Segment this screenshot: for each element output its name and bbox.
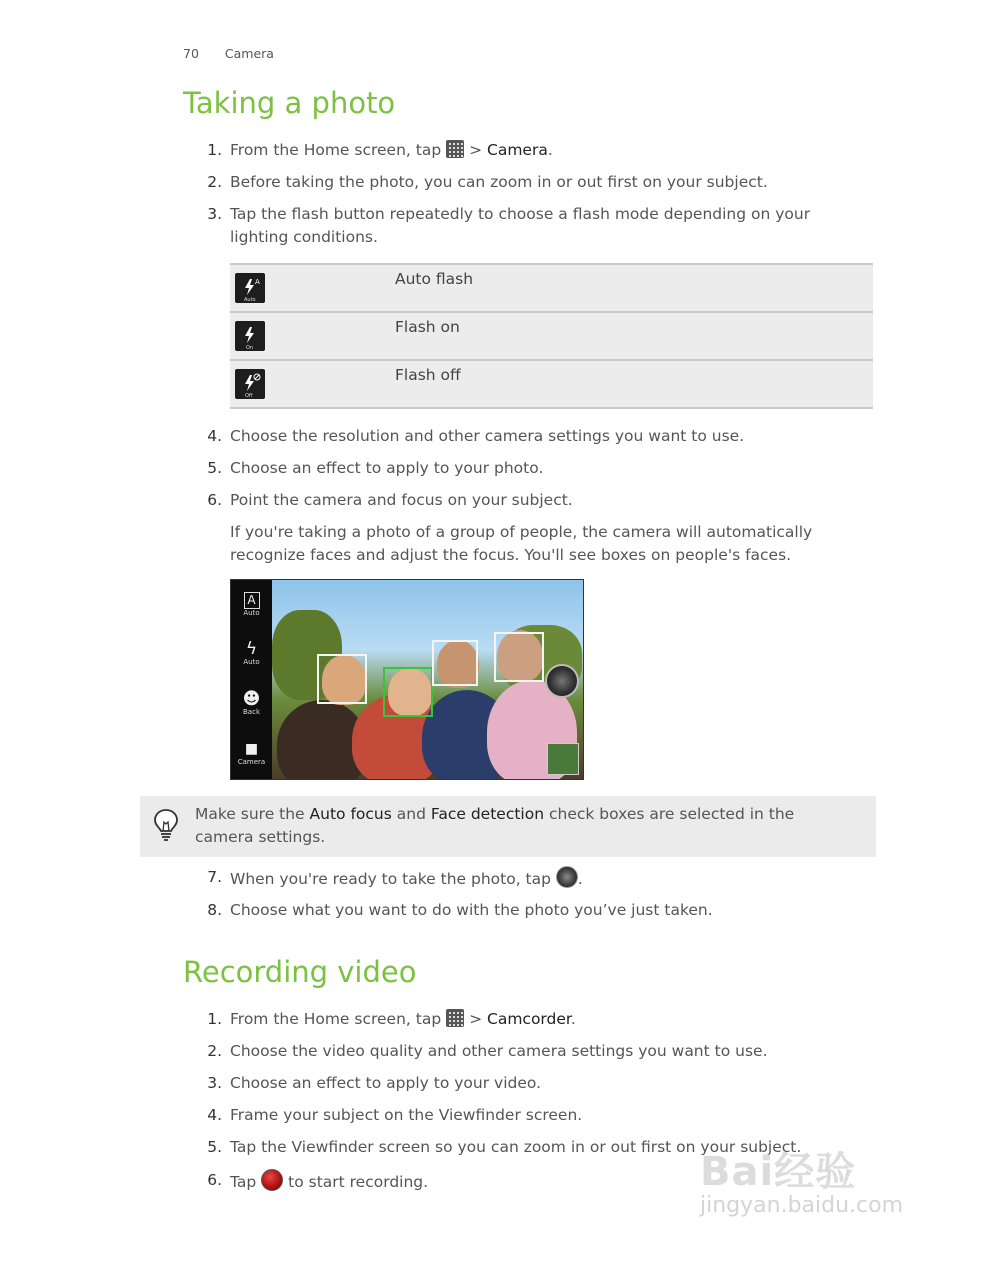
flash-label: Auto flash: [395, 270, 474, 288]
video-step-5: 5. Tap the Viewfinder screen so you can zoom in or out first on your subject.: [207, 1138, 802, 1156]
step-3: 3. Tap the flash button repeatedly to choose a flash mode depending on your lighting conditions.: [207, 205, 811, 246]
page-number: 70: [183, 46, 199, 61]
flash-auto-icon: [235, 273, 265, 303]
scene-mode-icon: A Auto: [243, 593, 260, 617]
viewfinder-sidebar: [231, 580, 272, 779]
face-box: [317, 654, 367, 704]
video-step-1: 1. From the Home screen, tap > Camcorder.: [207, 1010, 576, 1028]
face-box: [494, 632, 544, 682]
lightbulb-icon: [153, 808, 179, 842]
flash-on-icon: [235, 321, 265, 351]
flash-label: Flash on: [395, 318, 460, 336]
all-apps-icon: [446, 1009, 464, 1027]
record-icon: [261, 1169, 283, 1191]
heading-taking-photo: Taking a photo: [183, 86, 396, 120]
step-6: 6. Point the camera and focus on your subject.: [207, 491, 573, 509]
flash-modes-table: [230, 263, 873, 409]
svg-text:On: On: [246, 345, 254, 351]
flash-off-icon: [235, 369, 265, 399]
step-2: 2. Before taking the photo, you can zoom in or out first on your subject.: [207, 173, 768, 191]
face-box-focused: [383, 667, 433, 717]
tip-box: [140, 796, 876, 857]
switch-camera-icon: ☻ Back: [242, 689, 261, 716]
flash-auto-icon: ϟ Auto: [243, 639, 260, 666]
all-apps-icon: [446, 140, 464, 158]
last-photo-thumbnail: [547, 743, 579, 775]
heading-recording-video: Recording video: [183, 955, 417, 989]
video-step-6: 6. Tap to start recording.: [207, 1171, 429, 1191]
step-8: 8. Choose what you want to do with the photo you’ve just taken.: [207, 901, 713, 919]
video-step-2: 2. Choose the video quality and other camera settings you want to use.: [207, 1042, 768, 1060]
camera-mode-icon: ■ Camera: [237, 741, 266, 766]
step-5: 5. Choose an effect to apply to your photo.: [207, 459, 544, 477]
running-header: [183, 46, 274, 61]
video-step-3: 3. Choose an effect to apply to your video.: [207, 1074, 542, 1092]
face-box: [432, 640, 478, 686]
step-4: 4. Choose the resolution and other camera settings you want to use.: [207, 427, 745, 445]
step-1: 1. From the Home screen, tap > Camera.: [207, 141, 553, 159]
flash-row-auto: [230, 265, 873, 313]
tip-text: Make sure the Auto focus and Face detection check boxes are selected in the camera settings.: [195, 805, 795, 846]
shutter-icon: [556, 866, 578, 888]
flash-row-off: [230, 361, 873, 409]
step-7: 7. When you're ready to take the photo, tap .: [207, 868, 583, 888]
svg-text:Off: Off: [245, 393, 253, 399]
section-name: Camera: [224, 46, 274, 61]
svg-text:A: A: [255, 278, 260, 286]
video-step-4: 4. Frame your subject on the Viewfinder screen.: [207, 1106, 583, 1124]
group-note: If you're taking a photo of a group of people, the camera will automatically recognize faces and adjust the focus. You'll see boxes on people's faces.: [230, 523, 813, 564]
watermark: Bai经验 jingyan.baidu.com: [700, 1149, 904, 1218]
flash-label: Flash off: [395, 366, 461, 384]
shutter-button-icon: [545, 664, 579, 698]
group-photo: [272, 580, 583, 779]
flash-row-on: [230, 313, 873, 361]
svg-text:Auto: Auto: [244, 297, 256, 303]
viewfinder-screenshot: [230, 579, 584, 780]
